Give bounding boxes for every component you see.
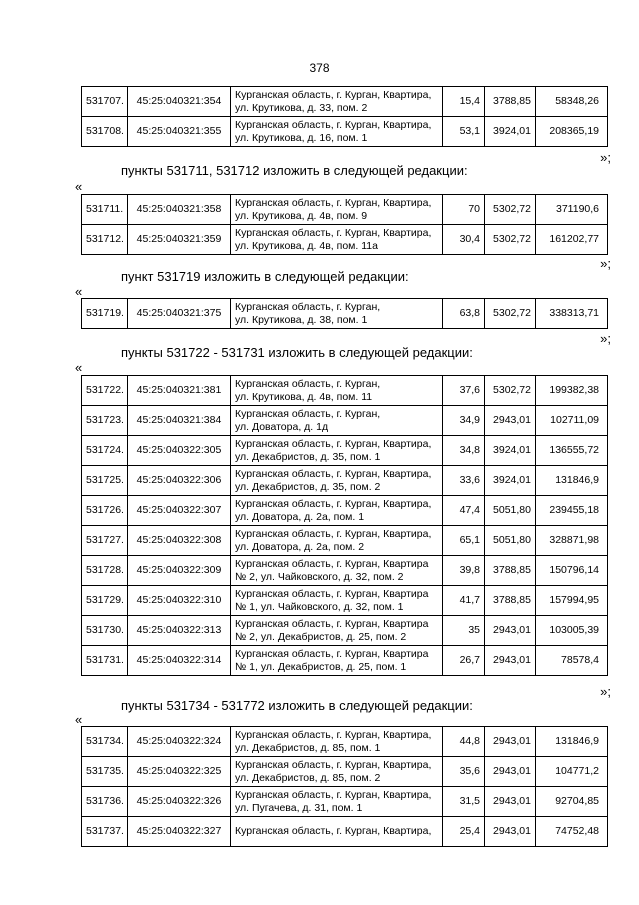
- total-value: 239455,18: [536, 496, 608, 526]
- table-row: [82, 195, 608, 225]
- address: [231, 817, 443, 847]
- area: 70: [443, 195, 485, 225]
- area: 15,4: [443, 87, 485, 117]
- cadastral-number: 45:25:040322:314: [128, 646, 231, 676]
- instruction-3: пункты 531722 - 531731 изложить в следующей редакции:: [121, 345, 473, 360]
- table-row: [82, 556, 608, 586]
- row-number: 531719.: [82, 299, 128, 329]
- open-quote-1: «: [75, 179, 83, 194]
- address-line-1: Курганская область, г. Курган, Квартира: [235, 588, 429, 600]
- area: 65,1: [443, 526, 485, 556]
- address-line-2: ул. Декабристов, д. 85, пом. 2: [235, 771, 381, 784]
- open-quote-3: «: [75, 360, 83, 375]
- address-line-1: Курганская область, г. Курган, Квартира,: [235, 789, 432, 801]
- row-number: 531722.: [82, 376, 128, 406]
- total-value: 74752,48: [536, 817, 608, 847]
- address-line-2: ул. Доватора, д. 2а, пом. 2: [235, 540, 365, 553]
- address-line-2: № 2, ул. Декабристов, д. 25, пом. 2: [235, 630, 407, 643]
- price: 3788,85: [485, 586, 536, 616]
- close-quote-4: »;: [600, 684, 611, 699]
- cadastral-number: 45:25:040322:327: [128, 817, 231, 847]
- price: 3788,85: [485, 556, 536, 586]
- total-value: 104771,2: [536, 757, 608, 787]
- address-line-1: Курганская область, г. Курган, Квартира,: [235, 119, 432, 131]
- table-row: [82, 87, 608, 117]
- table-row: [82, 406, 608, 436]
- address-line-1: Курганская область, г. Курган, Квартира,: [235, 468, 432, 480]
- cadastral-number: 45:25:040322:306: [128, 466, 231, 496]
- address-line-1: Курганская область, г. Курган, Квартира: [235, 558, 429, 570]
- address: [231, 757, 443, 787]
- cadastral-number: 45:25:040321:375: [128, 299, 231, 329]
- area: 31,5: [443, 787, 485, 817]
- area: 53,1: [443, 117, 485, 147]
- row-number: 531727.: [82, 526, 128, 556]
- row-number: 531708.: [82, 117, 128, 147]
- address: [231, 616, 443, 646]
- cadastral-number: 45:25:040322:326: [128, 787, 231, 817]
- total-value: 199382,38: [536, 376, 608, 406]
- cadastral-number: 45:25:040321:384: [128, 406, 231, 436]
- price: 5302,72: [485, 376, 536, 406]
- total-value: 150796,14: [536, 556, 608, 586]
- area: 47,4: [443, 496, 485, 526]
- area: 26,7: [443, 646, 485, 676]
- address-line-1: Курганская область, г. Курган, Квартира,: [235, 528, 432, 540]
- price: 3924,01: [485, 436, 536, 466]
- row-number: 531735.: [82, 757, 128, 787]
- address-line-1: Курганская область, г. Курган, Квартира: [235, 648, 429, 660]
- row-number: 531729.: [82, 586, 128, 616]
- address-line-2: ул. Крутикова, д. 16, пом. 1: [235, 131, 368, 144]
- cadastral-number: 45:25:040322:305: [128, 436, 231, 466]
- price: 5302,72: [485, 195, 536, 225]
- cadastral-number: 45:25:040322:324: [128, 727, 231, 757]
- address-line-2: ул. Крутикова, д. 4в, пом. 11а: [235, 239, 378, 252]
- table-row: [82, 466, 608, 496]
- row-number: 531730.: [82, 616, 128, 646]
- row-number: 531707.: [82, 87, 128, 117]
- price: 2943,01: [485, 406, 536, 436]
- address-line-1: Курганская область, г. Курган, Квартира,: [235, 227, 432, 239]
- total-value: 136555,72: [536, 436, 608, 466]
- price: 2943,01: [485, 787, 536, 817]
- address: [231, 436, 443, 466]
- price: 3924,01: [485, 466, 536, 496]
- price: 2943,01: [485, 616, 536, 646]
- cadastral-number: 45:25:040322:307: [128, 496, 231, 526]
- address-line-1: Курганская область, г. Курган, Квартира,: [235, 197, 432, 209]
- close-quote-3: »;: [600, 331, 611, 346]
- address-line-2: ул. Крутикова, д. 33, пом. 2: [235, 101, 368, 114]
- total-value: 338313,71: [536, 299, 608, 329]
- price: 5302,72: [485, 299, 536, 329]
- table-row: [82, 616, 608, 646]
- price: 3924,01: [485, 117, 536, 147]
- table-row: [82, 757, 608, 787]
- price: 3788,85: [485, 87, 536, 117]
- table-row: [82, 787, 608, 817]
- price: 5302,72: [485, 225, 536, 255]
- row-number: 531734.: [82, 727, 128, 757]
- area: 41,7: [443, 586, 485, 616]
- row-number: 531712.: [82, 225, 128, 255]
- address-line-2: ул. Декабристов, д. 35, пом. 1: [235, 450, 381, 463]
- area: 34,9: [443, 406, 485, 436]
- address-line-2: ул. Доватора, д. 1д: [235, 420, 329, 433]
- price: 2943,01: [485, 727, 536, 757]
- address-line-1: Курганская область, г. Курган, Квартира,: [235, 729, 432, 741]
- price: 2943,01: [485, 646, 536, 676]
- area: 34,8: [443, 436, 485, 466]
- total-value: 103005,39: [536, 616, 608, 646]
- area: 39,8: [443, 556, 485, 586]
- total-value: 102711,09: [536, 406, 608, 436]
- address-line-1: Курганская область, г. Курган, Квартира,: [235, 89, 432, 101]
- cadastral-number: 45:25:040321:381: [128, 376, 231, 406]
- row-number: 531723.: [82, 406, 128, 436]
- row-number: 531736.: [82, 787, 128, 817]
- row-number: 531731.: [82, 646, 128, 676]
- table-row: [82, 817, 608, 847]
- total-value: 328871,98: [536, 526, 608, 556]
- address-line-2: ул. Доватора, д. 2а, пом. 1: [235, 510, 365, 523]
- address-line-2: ул. Крутикова, д. 38, пом. 1: [235, 313, 368, 326]
- table-row: [82, 526, 608, 556]
- row-number: 531725.: [82, 466, 128, 496]
- cadastral-number: 45:25:040322:310: [128, 586, 231, 616]
- instruction-1: пункты 531711, 531712 изложить в следующей редакции:: [121, 163, 468, 178]
- area: 35: [443, 616, 485, 646]
- cadastral-number: 45:25:040322:313: [128, 616, 231, 646]
- table-row: [82, 376, 608, 406]
- price: 2943,01: [485, 817, 536, 847]
- address: [231, 299, 443, 329]
- table-row: [82, 496, 608, 526]
- cadastral-number: 45:25:040322:308: [128, 526, 231, 556]
- address: [231, 727, 443, 757]
- row-number: 531726.: [82, 496, 128, 526]
- address-line-1: Курганская область, г. Курган,: [235, 408, 381, 420]
- table-row: [82, 117, 608, 147]
- address-line-1: Курганская область, г. Курган, Квартира,: [235, 498, 432, 510]
- address: [231, 466, 443, 496]
- property-table-2: [81, 194, 608, 255]
- address-line-1: Курганская область, г. Курган, Квартира,: [235, 759, 432, 771]
- address: [231, 117, 443, 147]
- table-row: [82, 436, 608, 466]
- address-line-1: Курганская область, г. Курган,: [235, 301, 381, 313]
- address-line-1: Курганская область, г. Курган,: [235, 378, 381, 390]
- address: [231, 406, 443, 436]
- address-line-1: Курганская область, г. Курган, Квартира,: [235, 825, 432, 838]
- property-table-5: [81, 726, 608, 847]
- address-line-1: Курганская область, г. Курган, Квартира: [235, 618, 429, 630]
- address: [231, 376, 443, 406]
- address-line-2: ул. Крутикова, д. 4в, пом. 11: [235, 390, 373, 403]
- address: [231, 195, 443, 225]
- address: [231, 556, 443, 586]
- address-line-2: ул. Декабристов, д. 35, пом. 2: [235, 480, 381, 493]
- table-row: [82, 299, 608, 329]
- page-number: 378: [309, 61, 330, 75]
- area: 44,8: [443, 727, 485, 757]
- address: [231, 787, 443, 817]
- area: 33,6: [443, 466, 485, 496]
- address-line-2: ул. Декабристов, д. 85, пом. 1: [235, 741, 381, 754]
- total-value: 92704,85: [536, 787, 608, 817]
- address: [231, 225, 443, 255]
- total-value: 157994,95: [536, 586, 608, 616]
- instruction-2: пункт 531719 изложить в следующей редакции:: [121, 269, 409, 284]
- area: 37,6: [443, 376, 485, 406]
- address-line-2: ул. Крутикова, д. 4в, пом. 9: [235, 209, 368, 222]
- total-value: 161202,77: [536, 225, 608, 255]
- area: 35,6: [443, 757, 485, 787]
- area: 63,8: [443, 299, 485, 329]
- close-quote-1: »;: [600, 150, 611, 165]
- cadastral-number: 45:25:040322:309: [128, 556, 231, 586]
- table-row: [82, 586, 608, 616]
- total-value: 208365,19: [536, 117, 608, 147]
- cadastral-number: 45:25:040321:355: [128, 117, 231, 147]
- row-number: 531724.: [82, 436, 128, 466]
- total-value: 58348,26: [536, 87, 608, 117]
- close-quote-2: »;: [600, 256, 611, 271]
- address: [231, 87, 443, 117]
- address-line-2: ул. Пугачева, д. 31, пом. 1: [235, 801, 363, 814]
- property-table-1: [81, 86, 608, 147]
- address-line-2: № 1, ул. Чайковского, д. 32, пом. 1: [235, 600, 404, 613]
- total-value: 371190,6: [536, 195, 608, 225]
- table-row: [82, 646, 608, 676]
- total-value: 131846,9: [536, 466, 608, 496]
- price: 5051,80: [485, 496, 536, 526]
- cadastral-number: 45:25:040321:354: [128, 87, 231, 117]
- price: 5051,80: [485, 526, 536, 556]
- property-table-4: [81, 375, 608, 676]
- address-line-2: № 1, ул. Декабристов, д. 25, пом. 1: [235, 660, 407, 673]
- row-number: 531711.: [82, 195, 128, 225]
- open-quote-4: «: [75, 712, 83, 727]
- address-line-2: № 2, ул. Чайковского, д. 32, пом. 2: [235, 570, 404, 583]
- address: [231, 586, 443, 616]
- row-number: 531728.: [82, 556, 128, 586]
- cadastral-number: 45:25:040322:325: [128, 757, 231, 787]
- table-row: [82, 225, 608, 255]
- address: [231, 496, 443, 526]
- property-table-3: [81, 298, 608, 329]
- row-number: 531737.: [82, 817, 128, 847]
- instruction-4: пункты 531734 - 531772 изложить в следующей редакции:: [121, 698, 473, 713]
- cadastral-number: 45:25:040321:358: [128, 195, 231, 225]
- total-value: 131846,9: [536, 727, 608, 757]
- address: [231, 646, 443, 676]
- table-row: [82, 727, 608, 757]
- cadastral-number: 45:25:040321:359: [128, 225, 231, 255]
- area: 25,4: [443, 817, 485, 847]
- address: [231, 526, 443, 556]
- total-value: 78578,4: [536, 646, 608, 676]
- open-quote-2: «: [75, 284, 83, 299]
- price: 2943,01: [485, 757, 536, 787]
- area: 30,4: [443, 225, 485, 255]
- address-line-1: Курганская область, г. Курган, Квартира,: [235, 438, 432, 450]
